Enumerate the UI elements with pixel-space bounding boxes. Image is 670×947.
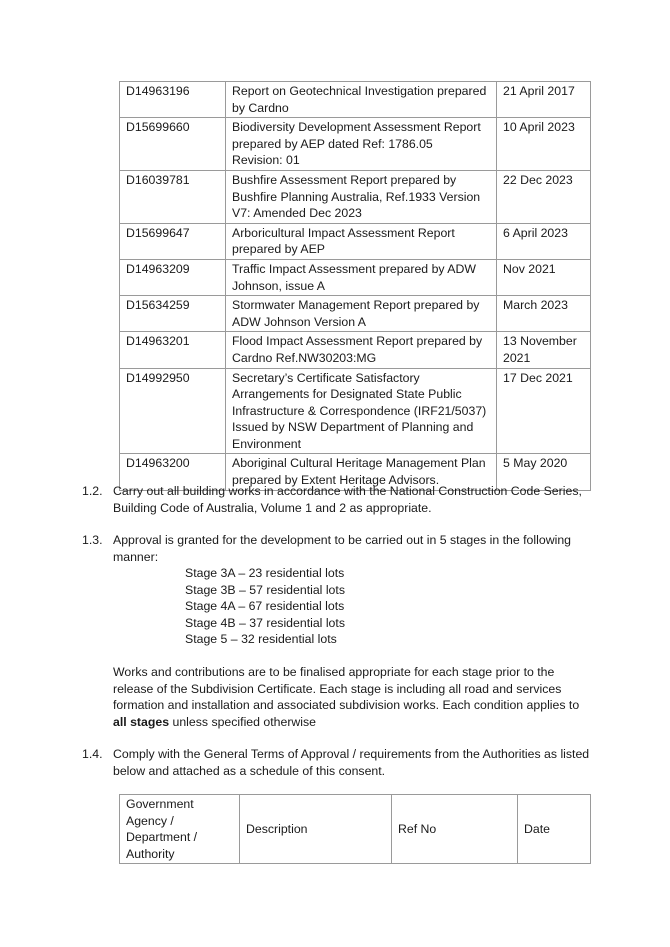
doc-date-cell: 5 May 2020 [497, 454, 591, 490]
stage-item: Stage 4A – 67 residential lots [185, 599, 345, 614]
table-row [120, 170, 591, 223]
doc-date-cell: 10 April 2023 [497, 118, 591, 171]
doc-date-cell: 17 Dec 2021 [497, 368, 591, 454]
doc-id-cell: D15699647 [120, 223, 226, 259]
doc-id-cell: D14963209 [120, 259, 226, 295]
stage-item: Stage 4B – 37 residential lots [185, 615, 345, 630]
stages-paragraph [113, 664, 591, 730]
table-row [120, 332, 591, 368]
doc-description-cell: Secretary’s Certificate Satisfactory Arrangements for Designated State Public Infrastructure & Correspondence (IRF21/5037) Issued by NSW Department of Planning and Environment [226, 368, 497, 454]
doc-id-cell: D16039781 [120, 170, 226, 223]
table-row [120, 223, 591, 259]
doc-id-cell: D14992950 [120, 368, 226, 454]
header-description: Description [240, 795, 392, 864]
doc-id-cell: D15699660 [120, 118, 226, 171]
table-row [120, 368, 591, 454]
doc-description-cell: Report on Geotechnical Investigation prepared by Cardno [226, 82, 497, 118]
stage-item: Stage 3A – 23 residential lots [185, 566, 345, 580]
paragraph-bold-text: all stages [113, 714, 170, 729]
doc-id-cell: D14963201 [120, 332, 226, 368]
stage-item: Stage 3B – 57 residential lots [185, 582, 345, 597]
table-row [120, 118, 591, 171]
doc-description-cell: Traffic Impact Assessment prepared by ADW Johnson, issue A [226, 259, 497, 295]
clause-text: Approval is granted for the development to be carried out in 5 stages in the following manner: [113, 533, 571, 564]
doc-date-cell: 21 April 2017 [497, 82, 591, 118]
doc-date-cell: 13 November 2021 [497, 332, 591, 368]
table-row [120, 82, 591, 118]
doc-id-cell: D14963200 [120, 454, 226, 490]
clause-text: Comply with the General Terms of Approval / requirements from the Authorities as listed below and attached as a schedule of this consent. [113, 747, 590, 778]
paragraph-text: Works and contributions are to be finalised appropriate for each stage prior to the release of the Subdivision Certificate. Each stage is including all road and services formation and installation and associated subdivision works. Each condition applies to [113, 665, 580, 713]
paragraph-text-end: unless specified otherwise [169, 714, 317, 729]
doc-date-cell: 6 April 2023 [497, 223, 591, 259]
doc-description-cell: Stormwater Management Report prepared by ADW Johnson Version A [226, 296, 497, 332]
doc-description-cell: Flood Impact Assessment Report prepared by Cardno Ref.NW30203:MG [226, 332, 497, 368]
clause-number: 1.3. [82, 533, 103, 547]
doc-description-cell: Bushfire Assessment Report prepared by Bushfire Planning Australia, Ref.1933 Version V7: Amended Dec 2023 [226, 170, 497, 223]
table-row [120, 259, 591, 295]
documents-table [119, 81, 591, 491]
stage-list [185, 565, 345, 648]
stage-item: Stage 5 – 32 residential lots [185, 632, 337, 647]
doc-date-cell: Nov 2021 [497, 259, 591, 295]
doc-description-cell: Arboricultural Impact Assessment Report prepared by AEP [226, 223, 497, 259]
doc-date-cell: 22 Dec 2023 [497, 170, 591, 223]
doc-description-cell: Aboriginal Cultural Heritage Management Plan prepared by Extent Heritage Advisors. [226, 454, 497, 490]
header-date: Date [518, 795, 591, 864]
doc-description-cell: Biodiversity Development Assessment Report prepared by AEP dated Ref: 1786.05 Revision: 01 [226, 118, 497, 171]
header-ref-no: Ref No [392, 795, 518, 864]
table-row [120, 296, 591, 332]
clause-text: Carry out all building works in accordance with the National Construction Code Series, Building Code of Australia, Volume 1 and 2 as appropriate. [113, 484, 582, 515]
agency-table [119, 794, 591, 864]
clause-number: 1.2. [82, 484, 103, 498]
clause-number: 1.4. [82, 747, 103, 761]
header-agency: Government Agency / Department / Authority [120, 795, 240, 864]
doc-id-cell: D15634259 [120, 296, 226, 332]
doc-date-cell: March 2023 [497, 296, 591, 332]
agency-table-header-row [120, 795, 591, 864]
doc-id-cell: D14963196 [120, 82, 226, 118]
